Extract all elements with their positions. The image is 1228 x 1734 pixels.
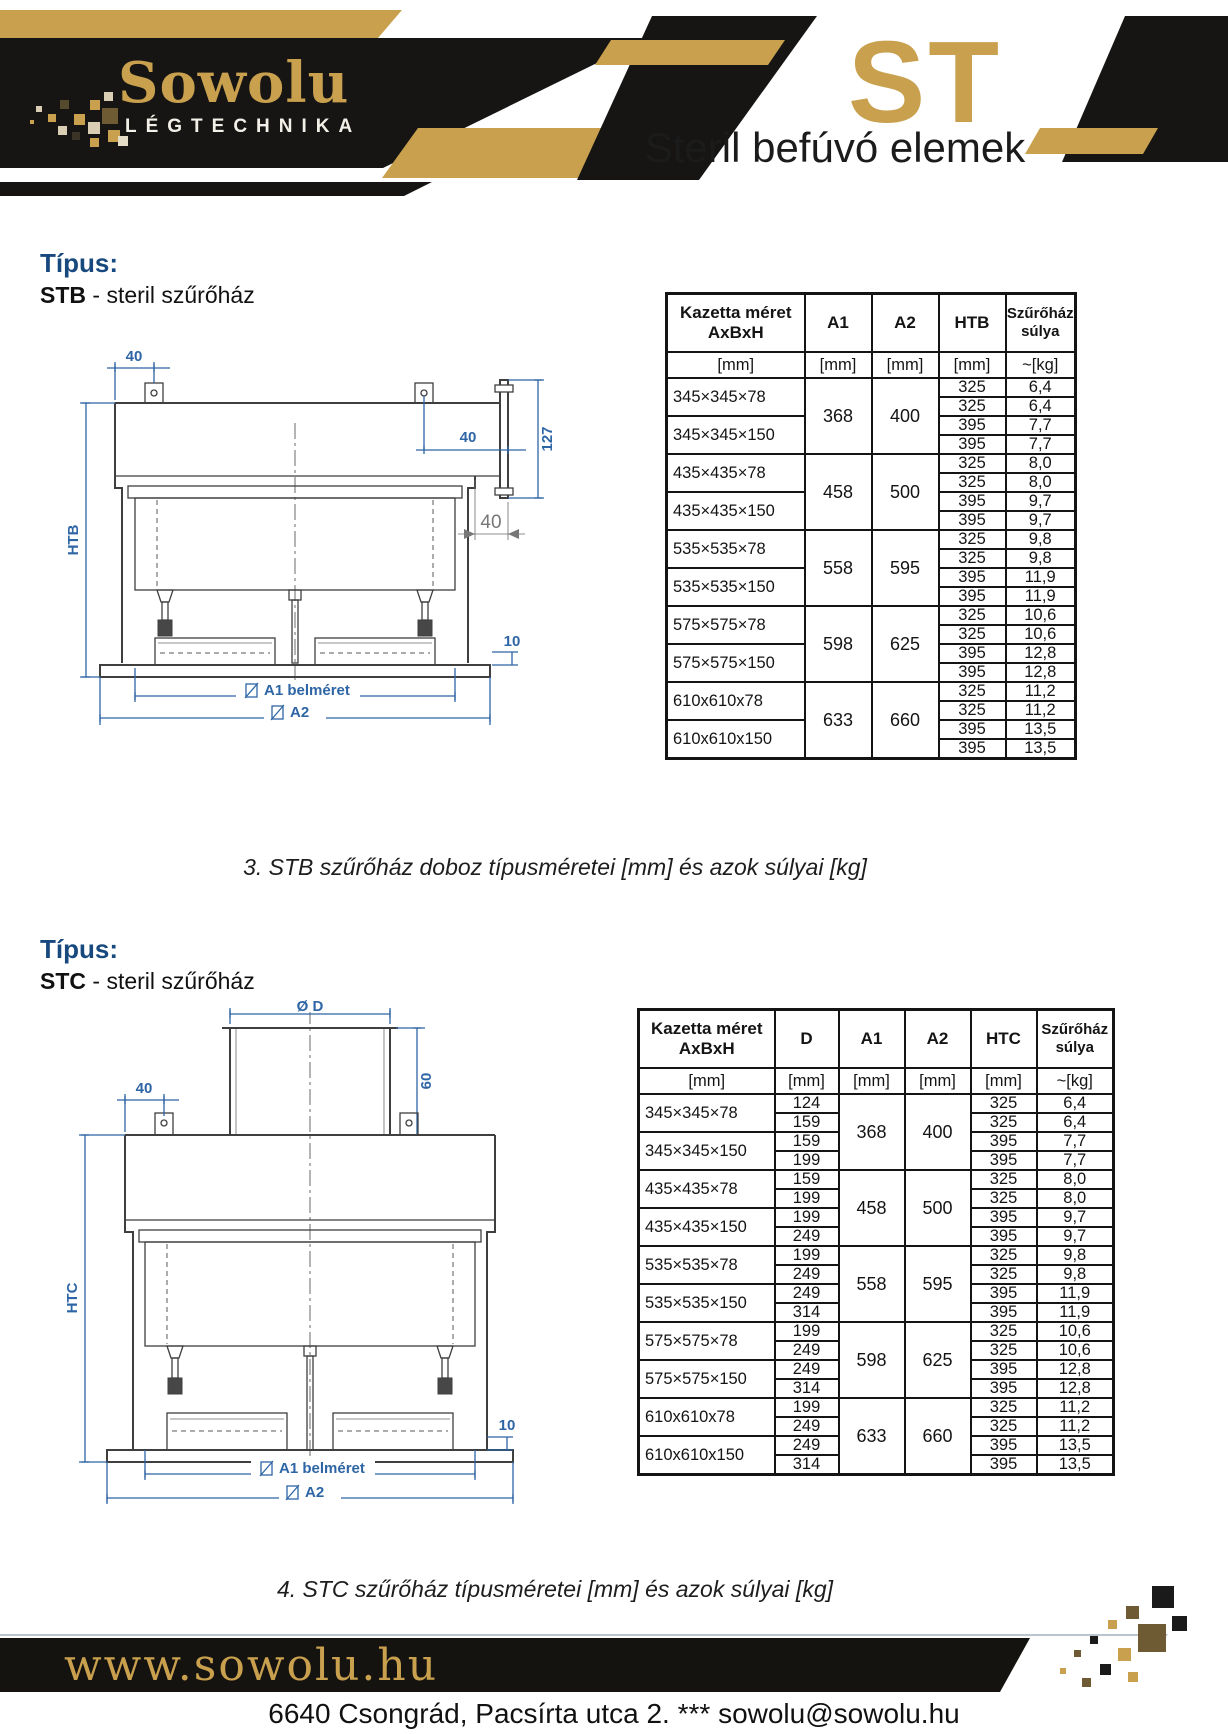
mosaic-square [1082, 1678, 1091, 1687]
table-cell: 395 [939, 416, 1006, 435]
mosaic-square [1152, 1586, 1174, 1608]
table-cell: 435×435×150 [667, 492, 805, 530]
clamp-left [157, 590, 173, 636]
table-cell: 325 [971, 1265, 1037, 1284]
unit-cell: [mm] [805, 352, 872, 378]
table-cell: 660 [872, 682, 939, 759]
dim-diameter: Ø D [296, 998, 324, 1015]
table-cell: 314 [775, 1379, 839, 1398]
mosaic-square [58, 126, 67, 135]
caption-stc: 4. STC szűrőház típusméretei [mm] és azok súlyai [kg] [276, 1576, 834, 1602]
table-cell: 535×535×78 [667, 530, 805, 568]
table-cell: 575×575×150 [667, 644, 805, 682]
table-cell: 368 [805, 378, 872, 454]
table-cell: 395 [939, 644, 1006, 663]
table-cell: 10,6 [1006, 606, 1076, 625]
table-cell: 325 [939, 701, 1006, 720]
table-cell: 249 [775, 1341, 839, 1360]
mosaic-square [1172, 1616, 1187, 1631]
unit-cell: [mm] [872, 352, 939, 378]
brand-name: Sowolu [118, 50, 350, 116]
table-cell: 598 [839, 1322, 905, 1398]
table-cell: 633 [805, 682, 872, 759]
mosaic-square [36, 106, 42, 112]
mosaic-square [1090, 1636, 1098, 1644]
table-cell: 7,7 [1037, 1151, 1114, 1170]
mosaic-square [30, 120, 34, 124]
table-cell: 325 [971, 1170, 1037, 1189]
table-cell: 395 [939, 511, 1006, 530]
table-cell: 12,8 [1006, 663, 1076, 682]
table-cell: 12,8 [1037, 1360, 1114, 1379]
model-line-stb [40, 282, 255, 309]
table-cell: 11,9 [1006, 568, 1076, 587]
column-header: Szűrőház súlya [1006, 294, 1076, 353]
clamp-left [167, 1346, 183, 1394]
unit-cell: [mm] [939, 352, 1006, 378]
brand-subtitle: LÉGTECHNIKA [125, 116, 362, 137]
dim-a2-label: A2 [290, 704, 310, 721]
mosaic-square [1118, 1648, 1131, 1661]
table-cell: 660 [905, 1398, 971, 1475]
table-cell: 400 [872, 378, 939, 454]
table-cell: 395 [971, 1227, 1037, 1246]
dim-a2-label: A2 [305, 1484, 325, 1501]
unit-cell: [mm] [667, 352, 805, 378]
unit-cell: ~[kg] [1006, 352, 1076, 378]
table-cell: 314 [775, 1303, 839, 1322]
table-cell: 345×345×150 [639, 1132, 775, 1170]
table-cell: 368 [839, 1094, 905, 1170]
column-header: Kazetta méret AxBxH [639, 1010, 775, 1069]
table-cell: 435×435×150 [639, 1208, 775, 1246]
mosaic-square [72, 132, 80, 140]
column-header: Szűrőház súlya [1037, 1010, 1114, 1069]
mosaic-square [104, 92, 113, 101]
table-cell: 395 [971, 1436, 1037, 1455]
product-code: ST [847, 17, 1003, 147]
model-desc-stc: - steril szűrőház [86, 968, 255, 994]
table-cell: 395 [971, 1455, 1037, 1475]
table-cell: 325 [939, 530, 1006, 549]
table-cell: 11,2 [1006, 682, 1076, 701]
table-cell: 595 [872, 530, 939, 606]
table-cell: 314 [775, 1455, 839, 1475]
table-cell: 458 [805, 454, 872, 530]
table-cell: 395 [939, 492, 1006, 511]
column-header: A2 [872, 294, 939, 353]
table-cell: 9,7 [1006, 492, 1076, 511]
table-cell: 395 [971, 1151, 1037, 1170]
table-cell: 249 [775, 1417, 839, 1436]
dim-60: 60 [418, 1072, 435, 1090]
table-cell: 6,4 [1006, 378, 1076, 397]
table-cell: 199 [775, 1151, 839, 1170]
column-header: D [775, 1010, 839, 1069]
mosaic-square [88, 122, 100, 134]
table-cell: 395 [971, 1208, 1037, 1227]
table-cell: 249 [775, 1360, 839, 1379]
caption-stb: 3. STB szűrőház doboz típusméretei [mm] és azok súlyai [kg] [243, 854, 867, 880]
table-cell: 325 [939, 378, 1006, 397]
table-cell: 7,7 [1006, 416, 1076, 435]
dim-40-right: 40 [480, 512, 502, 533]
table-cell: 395 [971, 1360, 1037, 1379]
gold-stripe [595, 40, 785, 65]
table-cell: 610x610x150 [667, 720, 805, 759]
table-cell: 13,5 [1006, 739, 1076, 759]
gold-corner-stripe [1025, 128, 1158, 154]
table-cell: 11,2 [1037, 1398, 1114, 1417]
table-cell: 625 [872, 606, 939, 682]
unit-cell: ~[kg] [1037, 1068, 1114, 1094]
table-cell: 325 [939, 625, 1006, 644]
table-cell: 395 [971, 1303, 1037, 1322]
unit-cell: [mm] [905, 1068, 971, 1094]
stc-technical-drawing [55, 998, 560, 1523]
table-cell: 325 [971, 1322, 1037, 1341]
table-cell: 10,6 [1037, 1322, 1114, 1341]
mosaic-square [1128, 1672, 1138, 1682]
table-cell: 325 [971, 1417, 1037, 1436]
table-cell: 11,2 [1006, 701, 1076, 720]
mosaic-square [102, 108, 118, 124]
table-cell: 11,9 [1037, 1284, 1114, 1303]
table-cell: 535×535×150 [667, 568, 805, 606]
table-cell: 325 [971, 1189, 1037, 1208]
unit-cell: [mm] [639, 1068, 775, 1094]
page-title: Steril befúvó elemek [644, 124, 1026, 171]
table-cell: 625 [905, 1322, 971, 1398]
table-cell: 500 [905, 1170, 971, 1246]
table-cell: 9,8 [1037, 1265, 1114, 1284]
table-cell: 9,8 [1037, 1246, 1114, 1265]
clamp-right [437, 1346, 453, 1394]
table-cell: 400 [905, 1094, 971, 1170]
table-cell: 610x610x150 [639, 1436, 775, 1475]
table-cell: 12,8 [1037, 1379, 1114, 1398]
clamp-right [417, 590, 433, 636]
mosaic-square [1138, 1624, 1166, 1652]
column-header: A2 [905, 1010, 971, 1069]
table-cell: 345×345×78 [639, 1094, 775, 1132]
type-label-stc: Típus: [40, 934, 118, 964]
table-cell: 6,4 [1037, 1094, 1114, 1113]
stb-dimension-table [665, 292, 1077, 760]
table-cell: 395 [971, 1379, 1037, 1398]
dim-40-top: 40 [135, 1080, 153, 1097]
table-cell: 435×435×78 [639, 1170, 775, 1208]
footer-address: 6640 Csongrád, Pacsírta utca 2. *** sowolu@sowolu.hu [268, 1698, 960, 1729]
table-cell: 199 [775, 1398, 839, 1417]
dim-40-mid: 40 [459, 429, 477, 446]
mosaic-square [60, 100, 69, 109]
table-cell: 6,4 [1037, 1113, 1114, 1132]
mosaic-square [1100, 1664, 1111, 1675]
table-cell: 9,7 [1037, 1208, 1114, 1227]
column-header: HTB [939, 294, 1006, 353]
table-cell: 325 [971, 1398, 1037, 1417]
type-label-stb: Típus: [40, 248, 118, 278]
table-cell: 325 [971, 1246, 1037, 1265]
mosaic-square [1074, 1650, 1081, 1657]
column-header: Kazetta méret AxBxH [667, 294, 805, 353]
table-cell: 535×535×78 [639, 1246, 775, 1284]
table-cell: 12,8 [1006, 644, 1076, 663]
table-cell: 575×575×78 [667, 606, 805, 644]
table-cell: 558 [839, 1246, 905, 1322]
dim-a1-label: A1 belméret [279, 1460, 365, 1477]
table-cell: 575×575×78 [639, 1322, 775, 1360]
model-line-stc [40, 968, 255, 995]
table-cell: 8,0 [1006, 473, 1076, 492]
mosaic-square [1108, 1620, 1117, 1629]
table-cell: 325 [971, 1094, 1037, 1113]
table-cell: 13,5 [1037, 1436, 1114, 1455]
table-cell: 345×345×78 [667, 378, 805, 416]
table-cell: 159 [775, 1113, 839, 1132]
table-cell: 199 [775, 1189, 839, 1208]
column-header: A1 [839, 1010, 905, 1069]
unit-cell: [mm] [775, 1068, 839, 1094]
dim-htb: HTB [65, 524, 82, 556]
dim-10: 10 [498, 1417, 516, 1434]
table-cell: 249 [775, 1284, 839, 1303]
table-cell: 435×435×78 [667, 454, 805, 492]
column-header: A1 [805, 294, 872, 353]
table-cell: 13,5 [1006, 720, 1076, 739]
table-cell: 199 [775, 1322, 839, 1341]
table-cell: 6,4 [1006, 397, 1076, 416]
table-cell: 325 [939, 549, 1006, 568]
table-cell: 395 [971, 1132, 1037, 1151]
table-cell: 7,7 [1006, 435, 1076, 454]
table-cell: 395 [939, 739, 1006, 759]
table-cell: 7,7 [1037, 1132, 1114, 1151]
table-cell: 199 [775, 1246, 839, 1265]
table-cell: 395 [939, 720, 1006, 739]
mosaic-square [74, 114, 85, 125]
stc-dimension-table [637, 1008, 1115, 1476]
table-cell: 9,7 [1037, 1227, 1114, 1246]
mosaic-square [1126, 1606, 1139, 1619]
table-cell: 159 [775, 1170, 839, 1189]
table-cell: 325 [939, 682, 1006, 701]
table-cell: 575×575×150 [639, 1360, 775, 1398]
table-cell: 610x610x78 [667, 682, 805, 720]
table-cell: 11,9 [1006, 587, 1076, 606]
table-cell: 9,8 [1006, 549, 1076, 568]
table-cell: 199 [775, 1208, 839, 1227]
table-cell: 325 [939, 473, 1006, 492]
table-cell: 633 [839, 1398, 905, 1475]
table-cell: 325 [971, 1341, 1037, 1360]
pixel-mosaic-icon [1032, 1586, 1202, 1698]
mosaic-square [48, 114, 56, 122]
dim-40-top: 40 [125, 348, 143, 365]
mosaic-square [90, 138, 99, 147]
model-code-stb: STB [40, 282, 86, 308]
unit-cell: [mm] [839, 1068, 905, 1094]
table-cell: 458 [839, 1170, 905, 1246]
table-cell: 500 [872, 454, 939, 530]
table-cell: 9,7 [1006, 511, 1076, 530]
table-cell: 249 [775, 1227, 839, 1246]
model-desc-stb: - steril szűrőház [86, 282, 255, 308]
table-cell: 325 [939, 454, 1006, 473]
table-cell: 8,0 [1037, 1170, 1114, 1189]
table-cell: 11,9 [1037, 1303, 1114, 1322]
table-cell: 395 [939, 587, 1006, 606]
table-cell: 13,5 [1037, 1455, 1114, 1475]
stb-technical-drawing [60, 328, 560, 738]
table-cell: 558 [805, 530, 872, 606]
dim-htc: HTC [64, 1282, 81, 1314]
table-cell: 9,8 [1006, 530, 1076, 549]
table-cell: 10,6 [1037, 1341, 1114, 1360]
table-cell: 124 [775, 1094, 839, 1113]
table-cell: 11,2 [1037, 1417, 1114, 1436]
table-cell: 345×345×150 [667, 416, 805, 454]
table-cell: 610x610x78 [639, 1398, 775, 1436]
table-cell: 535×535×150 [639, 1284, 775, 1322]
table-cell: 249 [775, 1436, 839, 1455]
table-cell: 325 [939, 397, 1006, 416]
mosaic-square [90, 100, 100, 110]
mosaic-square [1060, 1668, 1066, 1674]
table-cell: 395 [939, 435, 1006, 454]
dim-127: 127 [539, 426, 556, 452]
dim-10: 10 [503, 633, 521, 650]
table-cell: 325 [971, 1113, 1037, 1132]
table-cell: 8,0 [1037, 1189, 1114, 1208]
website-link[interactable]: www.sowolu.hu [64, 1640, 439, 1691]
table-cell: 8,0 [1006, 454, 1076, 473]
table-cell: 395 [971, 1284, 1037, 1303]
model-code-stc: STC [40, 968, 86, 994]
dim-a1-label: A1 belméret [264, 682, 350, 699]
unit-cell: [mm] [971, 1068, 1037, 1094]
table-cell: 159 [775, 1132, 839, 1151]
gold-strip [0, 10, 402, 38]
table-cell: 595 [905, 1246, 971, 1322]
table-cell: 395 [939, 663, 1006, 682]
table-cell: 10,6 [1006, 625, 1076, 644]
table-cell: 395 [939, 568, 1006, 587]
table-cell: 249 [775, 1265, 839, 1284]
column-header: HTC [971, 1010, 1037, 1069]
table-cell: 598 [805, 606, 872, 682]
thin-black-strip [0, 182, 432, 196]
table-cell: 325 [939, 606, 1006, 625]
